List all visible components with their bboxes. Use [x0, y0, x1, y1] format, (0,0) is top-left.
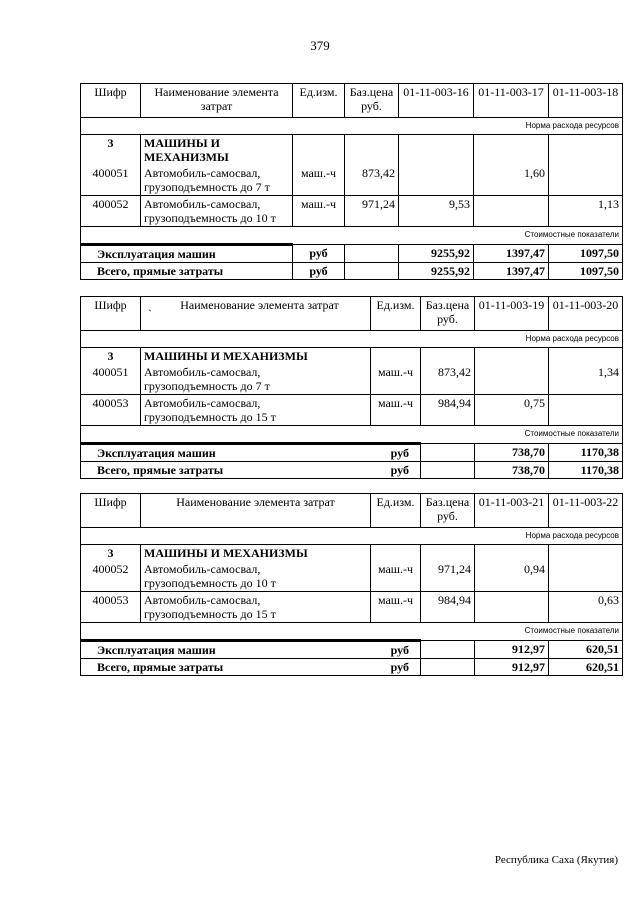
row-code: 400053 — [81, 395, 141, 426]
total-value: 738,70 — [475, 462, 549, 479]
total-value: 1170,38 — [549, 444, 623, 462]
row-name: Автомобиль-самосвал, грузоподъемность до 7 т — [141, 165, 293, 196]
cost-label: Стоимостные показатели — [81, 227, 623, 245]
total-label: Эксплуатация машин — [81, 245, 293, 263]
norm-label: Норма расхода ресурсов — [81, 118, 623, 135]
row-name: Автомобиль-самосвал, грузоподъемность до 15 т — [141, 592, 371, 623]
row-name: Автомобиль-самосвал, грузоподъемность до 7 т — [141, 364, 371, 395]
row-value: 1,13 — [549, 196, 623, 227]
total-value: 912,97 — [475, 641, 549, 659]
header-col: 01-11-003-20 — [549, 297, 623, 331]
total-value: 1097,50 — [549, 245, 623, 263]
section-title: МАШИНЫ И МЕХАНИЗМЫ — [141, 348, 371, 365]
row-price: 984,94 — [421, 395, 475, 426]
total-unit: руб — [390, 446, 409, 460]
row-value — [549, 165, 623, 196]
cost-table-3 — [80, 493, 623, 676]
row-value: 9,53 — [399, 196, 474, 227]
header-price: Баз.цена руб. — [345, 84, 399, 118]
row-code: 400053 — [81, 592, 141, 623]
header-code: Шифр — [81, 297, 141, 331]
total-value: 620,51 — [549, 659, 623, 676]
total-unit: руб — [293, 263, 345, 280]
header-name: Наименование элемента затрат — [141, 84, 293, 118]
section-code: 3 — [81, 135, 141, 166]
header-unit: Ед.изм. — [293, 84, 345, 118]
row-unit: маш.-ч — [293, 165, 345, 196]
total-label: Эксплуатация машин руб — [81, 444, 421, 462]
total-label: Эксплуатация машин руб — [81, 641, 421, 659]
total-value: 1097,50 — [549, 263, 623, 280]
row-unit: маш.-ч — [293, 196, 345, 227]
cost-label: Стоимостные показатели — [81, 426, 623, 444]
row-code: 400052 — [81, 561, 141, 592]
row-value — [399, 165, 474, 196]
footer-region: Республика Саха (Якутия) — [494, 854, 618, 866]
section-code: 3 — [81, 348, 141, 365]
header-col: 01-11-003-19 — [475, 297, 549, 331]
row-price: 984,94 — [421, 592, 475, 623]
section-code: 3 — [81, 545, 141, 562]
total-value: 1397,47 — [474, 263, 549, 280]
cost-label: Стоимостные показатели — [81, 623, 623, 641]
page-number: 379 — [310, 38, 330, 53]
row-value: 0,94 — [475, 561, 549, 592]
row-unit: маш.-ч — [371, 395, 421, 426]
total-unit: руб — [390, 463, 409, 477]
row-value — [475, 592, 549, 623]
row-value: 1,60 — [474, 165, 549, 196]
total-unit: руб — [390, 660, 409, 674]
total-value: 738,70 — [475, 444, 549, 462]
header-col: 01-11-003-21 — [475, 494, 549, 528]
row-code: 400051 — [81, 364, 141, 395]
header-code: Шифр — [81, 494, 141, 528]
row-name: Автомобиль-самосвал, грузоподъемность до 10 т — [141, 561, 371, 592]
header-unit: Ед.изм. — [371, 297, 421, 331]
row-value: 0,75 — [475, 395, 549, 426]
header-col: 01-11-003-17 — [474, 84, 549, 118]
norm-label: Норма расхода ресурсов — [81, 528, 623, 545]
tick-mark: ˎ — [148, 298, 152, 312]
row-price: 971,24 — [345, 196, 399, 227]
row-price: 971,24 — [421, 561, 475, 592]
header-price: Баз.цена руб. — [421, 297, 475, 331]
header-name: Наименование элемента затрат — [141, 494, 371, 528]
total-label: Всего, прямые затраты руб — [81, 462, 421, 479]
total-value: 620,51 — [549, 641, 623, 659]
header-code: Шифр — [81, 84, 141, 118]
total-value: 912,97 — [475, 659, 549, 676]
row-price: 873,42 — [345, 165, 399, 196]
header-col: 01-11-003-18 — [549, 84, 623, 118]
row-value: 1,34 — [549, 364, 623, 395]
row-code: 400051 — [81, 165, 141, 196]
total-unit: руб — [390, 643, 409, 657]
row-value — [549, 395, 623, 426]
header-price: Баз.цена руб. — [421, 494, 475, 528]
total-label: Всего, прямые затраты руб — [81, 659, 421, 676]
norm-label: Норма расхода ресурсов — [81, 331, 623, 348]
total-value: 9255,92 — [399, 263, 474, 280]
section-title: МАШИНЫ И МЕХАНИЗМЫ — [141, 545, 371, 562]
header-unit: Ед.изм. — [371, 494, 421, 528]
total-value: 9255,92 — [399, 245, 474, 263]
row-value: 0,63 — [549, 592, 623, 623]
header-col: 01-11-003-16 — [399, 84, 474, 118]
total-value: 1170,38 — [549, 462, 623, 479]
header-col: 01-11-003-22 — [549, 494, 623, 528]
row-unit: маш.-ч — [371, 364, 421, 395]
row-unit: маш.-ч — [371, 561, 421, 592]
total-label: Всего, прямые затраты — [81, 263, 293, 280]
header-name: ˎ Наименование элемента затрат — [141, 297, 371, 331]
total-unit: руб — [293, 245, 345, 263]
row-value — [475, 364, 549, 395]
row-name: Автомобиль-самосвал, грузоподъемность до 10 т — [141, 196, 293, 227]
row-name: Автомобиль-самосвал, грузоподъемность до 15 т — [141, 395, 371, 426]
row-price: 873,42 — [421, 364, 475, 395]
section-title: МАШИНЫ И МЕХАНИЗМЫ — [141, 135, 293, 166]
row-value — [549, 561, 623, 592]
row-value — [474, 196, 549, 227]
cost-table-1 — [80, 83, 623, 280]
row-code: 400052 — [81, 196, 141, 227]
row-unit: маш.-ч — [371, 592, 421, 623]
total-value: 1397,47 — [474, 245, 549, 263]
cost-table-2 — [80, 296, 623, 479]
